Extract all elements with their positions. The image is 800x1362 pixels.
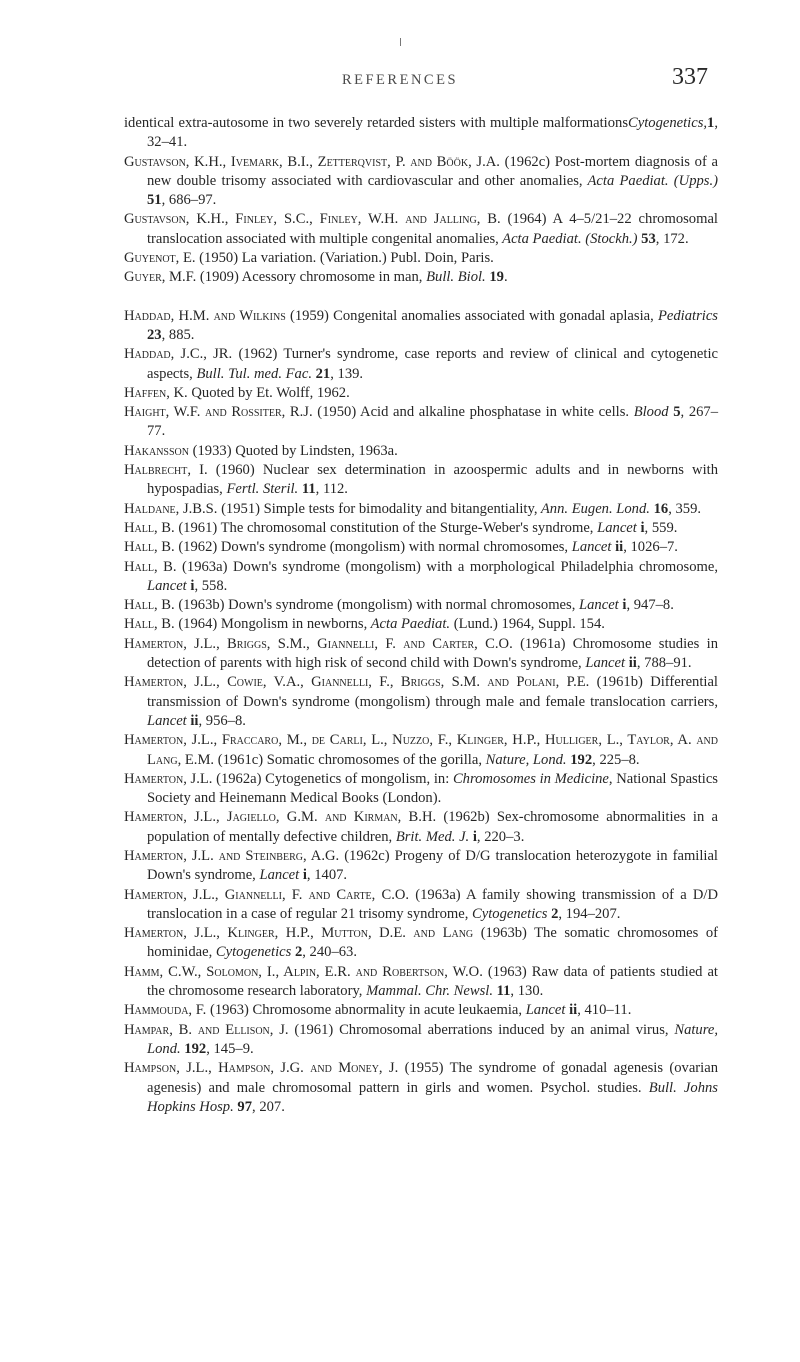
reference-entry [124,558,718,597]
reference-journal: Cytogenetics [468,905,548,922]
reference-journal: Lancet [255,867,300,884]
reference-volume: ii [611,539,624,556]
reference-journal: Fertl. Steril. [222,481,299,498]
reference-volume: i [618,597,627,614]
reference-text: (1962c) Post-mortem diagnosis of a new double trisomy associated with cardiovascular and other anomalies, [147,153,719,189]
reference-pages: , 956–8. [198,712,246,729]
reference-text: (1961a) Chromosome studies in detection of parents with high risk of second child with Down's syndrome, [147,635,718,672]
reference-journal: Cytogenetics [212,944,292,961]
reference-volume: i [636,519,645,536]
reference-pages: , 559. [644,519,678,536]
reference-entry [124,519,718,538]
reference-authors: Gustavson, K.H., Finley, S.C., Finley, W.H. and Jalling, B. [124,211,501,228]
reference-pages: , 112. [315,481,348,498]
reference-journal: Bull. Tul. med. Fac. [192,365,312,382]
reference-pages: , 172. [655,230,689,247]
reference-pages: , 885. [161,326,195,343]
reference-authors: Hall, B. [124,558,177,575]
reference-pages: , 145–9. [206,1040,254,1057]
reference-entry [124,924,718,963]
reference-authors: Haffen, K. [124,384,188,401]
reference-pages: , 1407. [306,867,348,884]
reference-authors: Hampson, J.L., Hampson, J.G. and Money, J. [124,1060,399,1077]
reference-journal: Mammal. Chr. Newsl. [362,983,493,1000]
reference-text: (1963b) The somatic chromosomes of hominidae, [147,925,718,961]
reference-text: (1963a) Down's syndrome (mongolism) with a morphological Philadelphia chromosome, [176,558,718,575]
reference-entry [124,461,718,500]
reference-authors: Halbrecht, I. [124,462,208,479]
reference-pages: , National Spastics Society and Heinemann Medical Books (London). [147,770,718,807]
reference-pages: , 788–91. [636,655,692,672]
reference-pages: , 410–11. [577,1002,632,1019]
reference-volume: i [469,828,477,845]
reference-authors: Hall, B. [124,539,175,556]
reference-journal: Lancet [581,655,626,672]
reference-entry [124,442,718,461]
reference-entry [124,538,718,557]
reference-entry [124,307,718,346]
reference-text: (1961) The chromosomal constitution of the Sturge-Weber's syndrome, [174,519,594,536]
reference-volume: 16 [649,500,669,517]
reference-volume: 53 [637,230,656,247]
reference-text: (1960) Nuclear sex determination in azoospermic adults and in newborns with hypospadias, [147,462,719,498]
reference-entry [124,249,718,268]
reference-pages: , 220–3. [476,828,525,845]
reference-journal: Lancet [147,712,187,729]
reference-journal: Bull. Biol. [422,269,486,286]
reference-entry [124,1059,718,1117]
reference-entry [124,808,718,847]
reference-authors: Hamm, C.W., Solomon, I., Alpin, E.R. and Robertson, W.O. [124,963,483,980]
reference-journal: Lancet [575,597,619,614]
reference-entry [124,770,718,809]
reference-pages: , 1026–7. [623,539,678,556]
reference-entry [124,384,718,403]
reference-journal: Lancet [568,539,612,556]
reference-pages: . [503,269,508,286]
reference-entry [124,963,718,1002]
reference-volume: ii [186,712,199,729]
reference-pages: , 194–207. [558,905,621,922]
reference-entry [124,1021,718,1060]
reference-entry [124,114,718,153]
reference-journal: Blood [629,404,669,421]
reference-entry [124,673,718,731]
reference-authors: Guyenot, E. [124,250,196,267]
reference-authors: Hall, B. [124,616,175,633]
reference-journal: Lancet [593,519,637,536]
reference-text: (1962) Turner's syndrome, case reports and review of clinical and cytogenetic aspects, [147,346,718,382]
reference-pages: , 240–63. [302,944,357,961]
reference-entry [124,635,718,674]
reference-volume: 19 [485,269,504,286]
reference-pages: , 139. [330,365,364,382]
reference-journal: Nature, Lond. [147,1021,718,1057]
reference-pages: , 130. [510,983,544,1000]
reference-text: (1933) Quoted by Lindsten, 1963a. [189,442,398,459]
reference-entry [124,500,718,519]
reference-volume: i [299,867,307,884]
reference-authors: Haight, W.F. and Rossiter, R.J. [124,404,313,421]
reference-authors: Haddad, H.M. and Wilkins [124,307,286,324]
reference-pages: , 225–8. [592,751,640,768]
reference-authors: Haldane, J.B.S. [124,500,218,517]
reference-volume: 192 [180,1040,207,1057]
running-head: REFERENCES [341,72,459,88]
margin-mark [400,38,401,46]
reference-volume: i [186,577,195,594]
reference-entry [124,153,718,211]
reference-authors: Hamerton, J.L., Cowie, V.A., Giannelli, F., Briggs, S.M. and Polani, P.E. [124,674,590,691]
reference-pages: , 207. [252,1098,285,1115]
reference-text: (1963a) A family showing transmission of a D/D translocation in a case of regular 21 trisomy syndrome, [147,886,718,922]
reference-journal: Acta Paediat. (Upps.) [582,172,718,189]
reference-text: (1909) Acessory chromosome in man, [196,269,423,286]
reference-journal: Lancet [522,1002,566,1019]
reference-volume: 51 [147,192,162,209]
reference-authors: Hall, B. [124,597,175,614]
reference-entry [124,615,718,634]
reference-pages: , 558. [194,577,228,594]
reference-journal: Ann. Eugen. Lond. [537,500,650,517]
reference-journal: Cytogenetics, [628,115,708,131]
reference-list [124,114,718,1117]
reference-entry [124,345,718,384]
reference-entry [124,731,718,770]
reference-text: (1963) Raw data of patients studied at the chromosome research laboratory, [147,963,718,1000]
reference-authors: Hamerton, J.L., Fraccaro, M., de Carli, L., Nuzzo, F., Klinger, H.P., Hulliger, L., Taylor, A. and Lang, E.M. [124,732,718,768]
reference-entry [124,1001,718,1020]
reference-text: (1961b) Differential transmission of Down's syndrome (mongolism) through male and female translocation carriers, [147,674,718,710]
reference-text: (1961c) Somatic chromosomes of the gorilla, [214,751,482,768]
reference-text: (1962) Down's syndrome (mongolism) with normal chromosomes, [174,539,569,556]
reference-journal: Acta Paediat. (Stockh.) [498,230,638,247]
reference-volume: ii [625,655,637,672]
reference-volume: 1 [707,115,715,131]
reference-pages: , 32–41. [147,115,718,151]
reference-authors: Hamerton, J.L. and Steinberg, A.G. [124,847,340,864]
reference-authors: Hamerton, J.L., Briggs, S.M., Giannelli, F. and Carter, C.O. [124,635,513,652]
reference-text: (1950) Acid and alkaline phosphatase in white cells. [312,404,630,421]
reference-volume: 2 [291,944,303,961]
reference-journal: Lancet [147,577,187,594]
section-gap [124,288,718,307]
reference-entry [124,596,718,615]
reference-authors: Gustavson, K.H., Ivemark, B.I., Zetterqvist, P. and Böök, J.A. [124,153,500,170]
reference-text: (1964) Mongolism in newborns, [174,616,368,633]
reference-journal: Bull. Johns Hopkins Hosp. [147,1079,718,1115]
reference-volume: 97 [233,1098,253,1115]
reference-text: (1950) La variation. (Variation.) Publ. Doin, Paris. [195,250,494,267]
reference-volume: 5 [668,404,681,421]
reference-pages: , 359. [668,500,702,517]
reference-entry [124,847,718,886]
reference-text: (1961) Chromosomal aberrations induced by an animal virus, [288,1021,669,1038]
reference-volume: ii [565,1002,578,1019]
reference-entry [124,268,718,287]
reference-authors: Hammouda, F. [124,1002,207,1019]
reference-text: (1962b) Sex-chromosome abnormalities in a population of mentally defective children, [147,809,719,845]
reference-journal: Brit. Med. J. [392,828,470,845]
reference-entry [124,403,718,442]
reference-journal: Acta Paediat. [367,616,451,633]
reference-authors: Hamerton, J.L., Giannelli, F. and Carte, C.O. [124,886,410,903]
reference-authors: Hampar, B. and Ellison, J. [124,1021,289,1038]
reference-entry [124,210,718,249]
reference-authors: Hakansson [124,442,189,459]
reference-volume: 11 [492,983,511,1000]
reference-volume: 21 [311,365,331,382]
reference-text: (1951) Simple tests for bimodality and bitangentiality, [217,500,538,517]
reference-pages: , 947–8. [626,597,674,614]
reference-text: (1962a) Cytogenetics of mongolism, in: [212,770,450,787]
reference-text: (1964) A 4–5/21–22 chromosomal translocation associated with multiple congenital anomalies, [147,211,718,247]
reference-journal: Pediatrics [653,307,718,324]
reference-text: (1963b) Down's syndrome (mongolism) with normal chromosomes, [174,597,576,614]
reference-text: (1963) Chromosome abnormality in acute leukaemia, [206,1002,523,1019]
reference-journal: Chromosomes in Medicine [449,770,609,787]
reference-authors: Haddad, J.C., JR. [124,346,233,363]
reference-text: (1955) The syndrome of gonadal agenesis (ovarian agenesis) and male chromosomal pattern in girls and women. Psychol. studies. [147,1060,718,1096]
reference-authors: Hamerton, J.L., Jagiello, G.M. and Kirman, B.H. [124,809,437,826]
reference-pages: , 686–97. [161,192,217,209]
page-number: 337 [672,64,708,90]
reference-authors: Guyer, M.F. [124,269,197,286]
reference-text: identical extra-autosome in two severely retarded sisters with multiple malformations [124,115,629,131]
reference-authors: Hamerton, J.L. [124,770,213,787]
reference-text: (1962c) Progeny of D/G translocation heterozygote in familial Down's syndrome, [147,847,718,884]
reference-volume: 11 [298,481,316,498]
reference-volume: 23 [147,326,162,343]
reference-text: Quoted by Et. Wolff, 1962. [187,384,350,401]
reference-entry [124,886,718,925]
reference-text: (1959) Congenital anomalies associated with gonadal aplasia, [285,307,654,324]
reference-pages: (Lund.) 1964, Suppl. 154. [450,616,605,633]
reference-authors: Hamerton, J.L., Klinger, H.P., Mutton, D.E. and Lang [124,925,474,942]
reference-authors: Hall, B. [124,519,175,536]
reference-volume: 2 [547,905,559,922]
reference-volume: 192 [566,751,593,768]
reference-pages: , 267–77. [147,404,718,440]
reference-journal: Nature, Lond. [481,751,567,768]
